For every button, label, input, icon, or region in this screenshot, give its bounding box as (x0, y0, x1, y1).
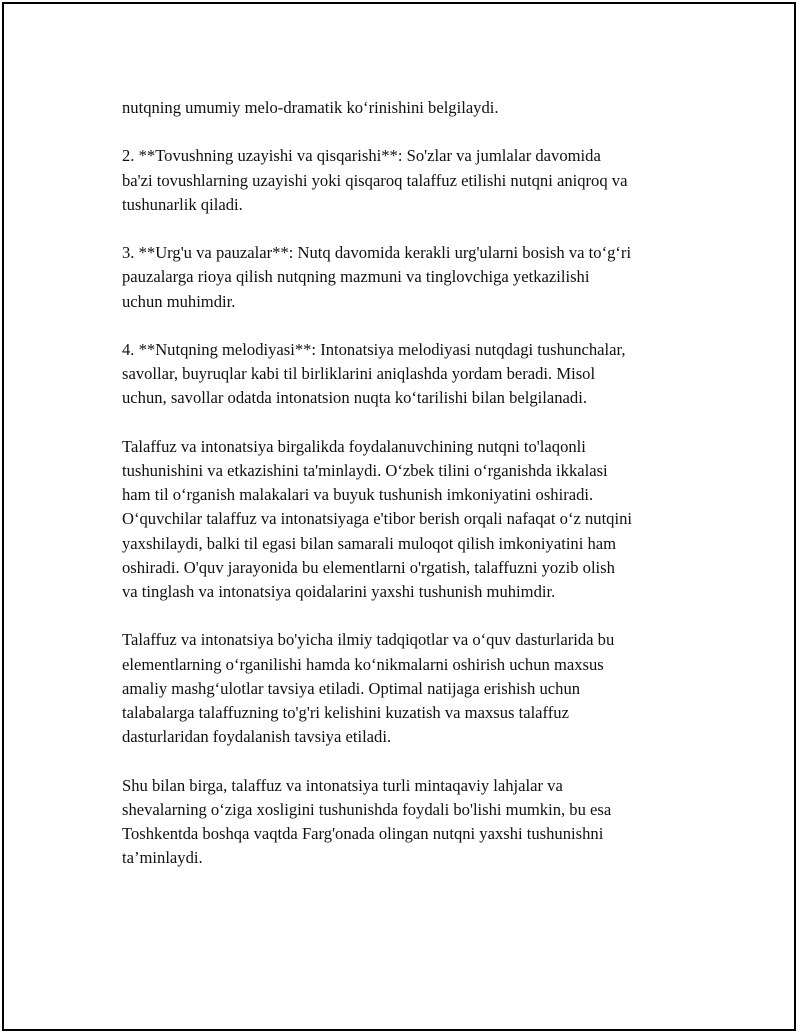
paragraph-stress-pauses (122, 241, 694, 314)
text-line: Oʻquvchilar talaffuz va intonatsiyaga e'tibor berish orqali nafaqat oʻz nutqini (122, 509, 632, 529)
text-line: amaliy mashgʻulotlar tavsiya etiladi. Optimal natijaga erishish uchun (122, 678, 581, 698)
text-line: talabalarga talaffuzning to'g'ri kelishini kuzatish va maxsus talaffuz (122, 703, 569, 722)
text-line: oshiradi. O'quv jarayonida bu elementlarni o'rgatish, talaffuzni yozib olish (122, 557, 615, 577)
text-line: nutqning umumiy melo-dramatik koʻrinishini belgilaydi. (122, 98, 499, 117)
page-frame (2, 2, 796, 1031)
paragraph-research (122, 628, 694, 749)
text-line: dasturlaridan foydalanish tavsiya etiladi. (122, 727, 392, 747)
text-line: va tinglash va intonatsiya qoidalarini yaxshi tushunish muhimdir. (122, 582, 556, 601)
text-line: ham til oʻrganish malakalari va buyuk tushunish imkoniyatini oshiradi. (122, 485, 594, 505)
text-line: 4. **Nutqning melodiyasi**: Intonatsiya melodiyasi nutqdagi tushunchalar, (122, 339, 626, 359)
text-line: Talaffuz va intonatsiya bo'yicha ilmiy tadqiqotlar va oʻquv dasturlarida bu (122, 630, 615, 650)
text-line: Shu bilan birga, talaffuz va intonatsiya turli mintaqaviy lahjalar va (122, 775, 563, 795)
text-line: elementlarning oʻrganilishi hamda koʻnikmalarni oshirish uchun maxsus (122, 654, 604, 674)
text-line: tushunarlik qiladi. (122, 194, 243, 214)
text-line: shevalarning oʻziga xosligini tushunishda foydali bo'lishi mumkin, bu esa (122, 799, 612, 819)
text-line: Talaffuz va intonatsiya birgalikda foydalanuvchining nutqni to'laqonli (122, 436, 586, 456)
paragraph-intro-fragment (122, 96, 694, 120)
paragraph-speech-melody (122, 338, 694, 411)
text-line: Toshkentda boshqa vaqtda Farg'onada olingan nutqni yaxshi tushunishni (122, 824, 604, 843)
text-line: ta’minlaydi. (122, 848, 203, 868)
document-body (122, 96, 694, 895)
text-line: 2. **Tovushning uzayishi va qisqarishi**: So'zlar va jumlalar davomida (122, 146, 601, 166)
text-line: uchun muhimdir. (122, 291, 236, 311)
text-line: yaxshilaydi, balki til egasi bilan samarali muloqot qilish imkoniyatini ham (122, 533, 617, 553)
paragraph-sound-length (122, 144, 694, 217)
paragraph-dialects (122, 774, 694, 871)
text-line: tushunishini va etkazishini ta'minlaydi. Oʻzbek tilini oʻrganishda ikkalasi (122, 460, 608, 480)
paragraph-pronunciation-together (122, 435, 694, 604)
text-line: ba'zi tovushlarning uzayishi yoki qisqaroq talaffuz etilishi nutqni aniqroq va (122, 170, 628, 190)
text-line: pauzalarga rioya qilish nutqning mazmuni va tinglovchiga yetkazilishi (122, 267, 590, 287)
text-line: uchun, savollar odatda intonatsion nuqta koʻtarilishi bilan belgilanadi. (122, 388, 587, 408)
text-line: 3. **Urg'u va pauzalar**: Nutq davomida kerakli urg'ularni bosish va toʻgʻri (122, 243, 632, 263)
text-line: savollar, buyruqlar kabi til birliklarini aniqlashda yordam beradi. Misol (122, 364, 596, 384)
